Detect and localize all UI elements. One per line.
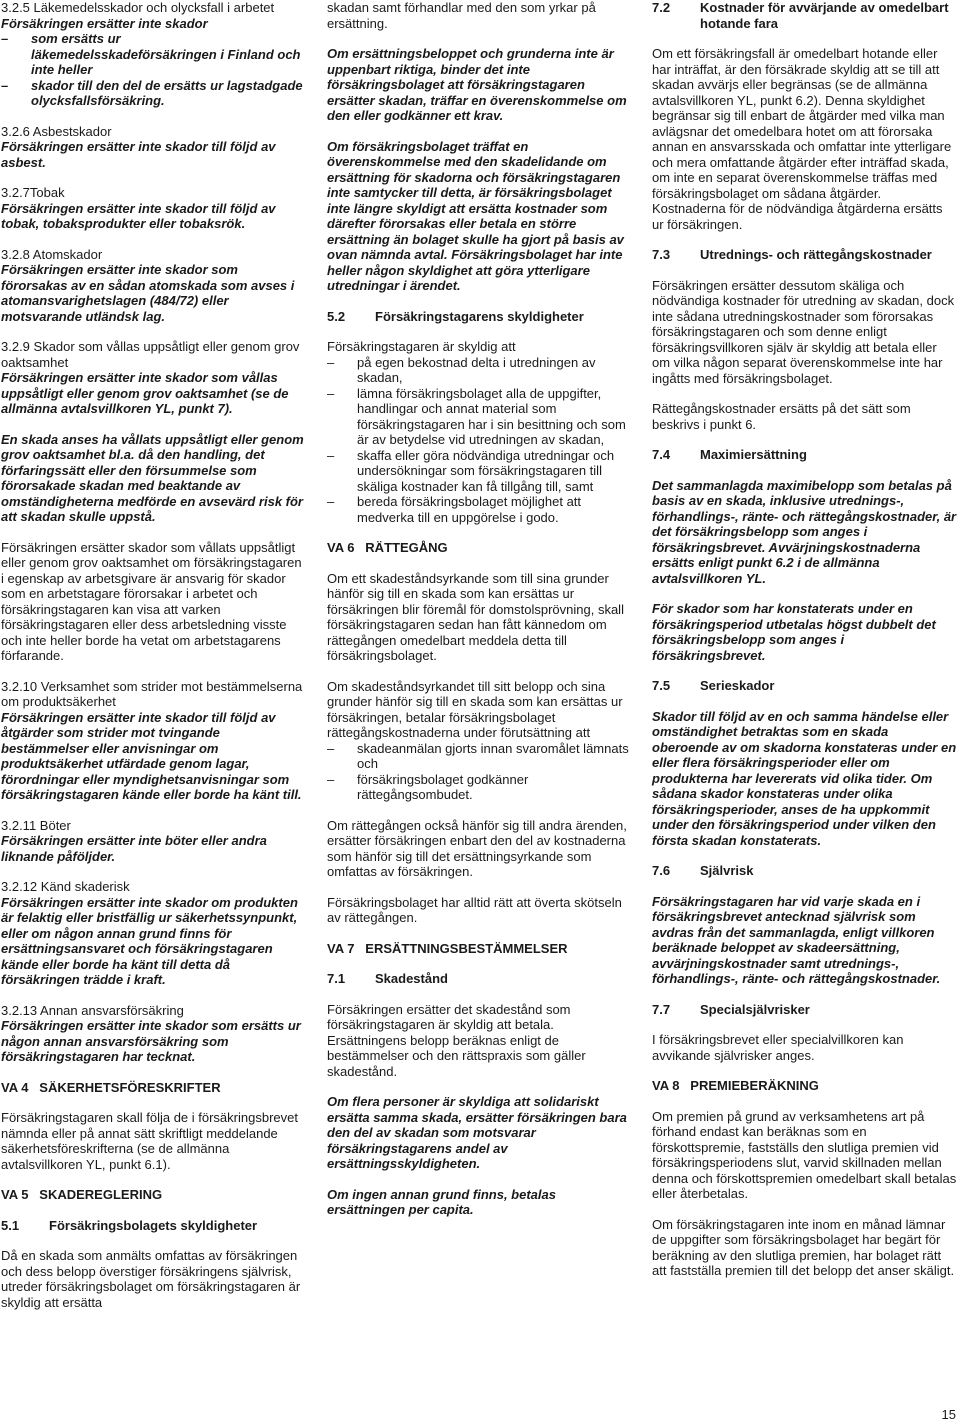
section-text: Om ett försäkringsfall är omedelbart hotande eller har inträffat, är den försäkrade skyldig att se till att skadan avvärjs eller begränsas (se de allmänna avtalsvillkoren YL, punkt 6.2). Denna skyldighet begränsar sig till enbart de åtgärder med vilka man avlägsnar det omedelbara hotet om att förorsaka annan en ansvarsskada och omfattar inte ytterligare och mera omfattande åtgärder efter inträffad skada, om inte en separat överenskommelse träffas med försäkringsbolaget om sådana åtgärder. Kostnaderna för de nödvändiga åtgärderna ersätts ur försäkringen. [652,46,952,232]
list-item: – lämna försäkringsbolaget alla de uppgifter, handlingar och annat material som försäkringstagaren har i sin besittning och som är av betydelse vid utredningen av skadan, [327,385,626,447]
heading-7-5: 7.5 Serieskador [652,678,775,693]
section-text: Skador till följd av en och samma händelse eller omständighet betraktas som en skada oberoende av om skadorna konstateras under en eller flera försäkringsperioder eller om produkterna har levererats vid olika tider. Om sådana skador konstateras under olika försäkringsperioder, anses de ha uppkommit under den försäkringsperiod under vilken den första skadan konstaterats. [652,708,957,848]
section-text: Om flera personer är skyldiga att solidariskt ersätta samma skada, ersätter försäkringen bara den del av skadan som motsvarar försäkringstagarens andel av ersättningsskyldigheten. [327,1094,627,1171]
section-7-1 [327,1002,632,1080]
section-7-3-1 [652,278,957,387]
section-va8-2 [652,1217,957,1279]
list-item: – skaffa eller göra nödvändiga utredningar och undersökningar som försäkringstagaren till skäliga kostnader kan få tillgång till, samt [327,447,615,494]
section-text: Försäkringsbolaget har alltid rätt att överta skötseln av rättegången. [327,894,622,925]
section-text: Rättegångskostnader ersätts på det sätt som beskrivs i punkt 6. [652,401,911,432]
heading-va8: VA 8 PREMIEBERÄKNING [652,1078,819,1093]
heading-7-3: 7.3 Utrednings- och rättegångskostnader [652,247,932,262]
section-text: Försäkringen ersätter inte skador som ersätts ur någon annan ansvarsförsäkring som försäkringstagaren har tecknat. [1,1018,301,1064]
section-3-2-9-text2 [1,432,307,525]
section-text: Försäkringen ersätter inte skador till följd av asbest. [1,139,276,170]
section-title: 3.2.7Tobak [1,185,65,200]
heading-7-7: 7.7 Specialsjälvrisker [652,1001,810,1017]
section-3-2-5 [1,0,307,109]
section-va6-3 [327,818,632,880]
heading-va6: VA 6 RÄTTEGÅNG [327,540,448,555]
section-title: 3.2.6 Asbestskador [1,123,112,139]
section-3-2-9 [1,339,307,417]
section-title: 3.2.11 Böter [1,817,71,833]
heading-7-6: 7.6 Självrisk [652,863,754,878]
list-item: – bereda försäkringsbolaget möjlighet att medverka till en uppgörelse i godo. [327,494,582,525]
section-7-3-2 [652,401,957,432]
section-5-1-cont [327,0,632,31]
section-text: En skada anses ha vållats uppsåtligt eller genom grov oaktsamhet bl.a. då den handling, det förfaringssätt eller den försummelse som förorsakade skadan med beaktande av omständigheterna medförde en avsevärd risk för att skadan skulle uppstå. [1,431,304,524]
section-va6-1 [327,571,632,664]
section-text: Försäkringstagaren skall följa de i försäkringsbrevet nämnda eller på annat sätt skriftligt meddelande säkerhetsföreskrifterna (se de allmänna avtalsvillkoren YL, punkt 6.1). [1,1110,298,1172]
section-title: 3.2.8 Atomskador [1,246,103,262]
heading-5-2: 5.2 Försäkringstagarens skyldigheter [327,308,584,324]
heading-va7: VA 7 ERSÄTTNINGSBESTÄMMELSER [327,940,568,956]
section-va6-4 [327,895,632,926]
section-7-7 [652,1032,957,1063]
heading-5-1: 5.1 Försäkringsbolagets skyldigheter [1,1217,258,1233]
section-text: Försäkringen ersätter inte skador till följd av åtgärder som strider mot tvingande bestämmelser eller anvisningar om produktsäkerhet utfärdade genom lagar, förordningar eller myndighetsanvisningar som försäkringstagaren kände eller borde ha känt till. [1,709,302,802]
section-title: 3.2.13 Annan ansvarsförsäkring [1,1002,184,1018]
column-right [652,0,957,1294]
section-7-4-2 [652,601,957,663]
section-text: Försäkringen ersätter inte skador om produkten är felaktig eller bristfällig ur säkerhetssynpunkt, eller om någon annan grund finns för ersättningsansvaret och försäkringstagaren kände eller borde ha känt till detta då försäkringen trädde i kraft. [1,894,298,987]
list-item: – försäkringsbolaget godkänner rättegångsombudet. [327,771,529,802]
section-3-2-6 [1,124,307,171]
heading-va4: VA 4 SÄKERHETSFÖRESKRIFTER [1,1079,221,1095]
section-text: Försäkringen ersätter skador som vållats uppsåtligt eller genom grov oaktsamhet om försäkringstagaren i egenskap av arbetsgivare är ansvarig för skador som en arbetstagare förorsakar i arbetet och försäkringstagaren kan visa att varken försäkringstagaren eller dess arbetsledning visste och inte heller borde ha vetat om arbetstagarens förfarande. [1,539,302,663]
heading-va5: VA 5 SKADEREGLERING [1,1187,163,1202]
section-3-2-11 [1,818,307,865]
section-text: Om försäkringsbolaget träffat en överenskommelse med den skadelidande om ersättning för skadorna och försäkringstagaren inte samtycker till detta, är försäkringsbolaget inte längre skyldigt att ersätta kostnader som därefter förorsakas eller betala en större ersättning än bolaget skulle ha gjort på basis av ovan nämnda avtal. Försäkringsbolaget har inte heller någon skyldighet att göra ytterligare utredningar i ärendet. [327,138,624,293]
section-text: Om ett skadeståndsyrkande som till sina grunder hänför sig till en skada som kan ersättas ur försäkringen blir föremål för domstolsprövning, skall försäkringstagaren sedan han fått kännedom om rättegången omedelbart meddela detta till försäkringsbolaget. [327,570,624,663]
page-number: 15 [941,1406,956,1422]
list-item: – på egen bekostnad delta i utredningen av skadan, [327,354,596,385]
section-va4 [1,1110,307,1172]
section-lead: Försäkringstagaren är skyldig att [327,339,516,354]
list-item: – skador till den del de ersätts ur lagstadgade olycksfallsförsäkring. [1,77,303,108]
section-title: 3.2.12 Känd skaderisk [1,879,130,894]
section-5-1 [1,1248,307,1310]
section-3-2-12 [1,879,307,988]
section-7-5 [652,709,957,849]
column-left [1,0,307,1325]
section-title: 3.2.5 Läkemedelsskador och olycksfall i arbetet [1,0,275,15]
section-text: Försäkringen ersätter det skadestånd som försäkringstagaren är skyldig att betala. Ersättningens belopp beräknas enligt de bestämmelser och den rättspraxis som gäller skadestånd. [327,1001,586,1079]
section-3-2-9-text3 [1,540,307,664]
section-text: Försäkringstagaren har vid varje skada en i försäkringsbrevet antecknad självrisk som avdras från det sammanlagda, enligt villkoren beräknade beloppet av skadeersättning, avvärjningskostnader samt utrednings-, förhandlings-, ränte- och rättegångskostnader. [652,893,941,986]
section-7-4-1 [652,478,957,587]
section-title: 3.2.9 Skador som vållas uppsåtligt eller genom grov oaktsamhet [1,339,300,370]
section-text: För skador som har konstaterats under en försäkringsperiod utbetalas högst dubbelt det försäkringsbelopp som anges i försäkringsbrevet. [652,601,936,663]
heading-7-4: 7.4 Maximiersättning [652,447,807,462]
section-text: Då en skada som anmälts omfattas av försäkringen och dess belopp överstiger försäkringens självrisk, utreder försäkringsbolaget om försäkringstagaren är skyldig att ersätta [1,1248,301,1310]
column-middle [327,0,632,1233]
section-3-2-10 [1,679,307,803]
section-text: Om premien på grund av verksamhetens art på förhand endast kan beräknas som en förskottspremie, fastställs den slutliga premien vid försäkringsperiodens slut, varvid skillnaden mellan denna och förskottspremien omedelbart skall betalas eller återbetalas. [652,1108,957,1201]
section-title: 3.2.10 Verksamhet som strider mot bestämmelserna om produktsäkerhet [1,678,303,709]
section-text: Det sammanlagda maximibelopp som betalas på basis av en skada, inklusive utrednings-, förhandlings-, ränte- och rättegångskostnader, är det försäkringsbelopp som anges i försäkringsbrevet. Avvärjningskostnaderna ersätts enligt punkt 6.2 i de allmänna avtalsvillkoren YL. [652,477,957,586]
section-3-2-7 [1,185,307,232]
section-text: skadan samt förhandlar med den som yrkar på ersättning. [327,0,596,31]
section-7-1-bi2 [327,1187,632,1218]
section-text: Om försäkringstagaren inte inom en månad lämnar de uppgifter som försäkringsbolaget har begärt för beräkning av den slutliga premien, har bolaget rätt att fastställa premien till det belopp det anser skäligt. [652,1216,955,1278]
section-text: Försäkringen ersätter dessutom skäliga och nödvändiga kostnader för utredning av skadan, dock inte sådana utredningskostnader som förorsakas försäkringstagaren och som denne enligt försäkringsvillkoren själv är skyldig att betala eller om vilka någon separat överenskommelse inte har ingåtts med försäkringsbolaget. [652,277,955,386]
section-va6-2 [327,679,632,803]
list-item: – skadeanmälan gjorts innan svaromålet lämnats och [327,740,629,771]
section-va8-1 [652,1109,957,1202]
list-item: – som ersätts ur läkemedelsskadeförsäkringen i Finland och inte heller [1,31,301,77]
heading-7-2: 7.2 Kostnader för avvärjande av omedelbart hotande fara [652,0,949,31]
section-text: Försäkringen ersätter inte skador till följd av tobak, tobaksprodukter eller tobaksrök. [1,200,276,231]
section-7-1-bi1 [327,1094,632,1172]
section-5-1-bi2 [327,139,632,294]
section-text: Om rättegången också hänför sig till andra ärenden, ersätter försäkringen enbart den del av kostnaderna som hänför sig till det ersättningsyrkande som omfattas av försäkringen. [327,817,627,879]
section-3-2-8 [1,247,307,325]
section-5-1-bi1 [327,46,632,124]
section-text: Om skadeståndsyrkandet till sitt belopp och sina grunder hänför sig till en skada som kan ersättas ur försäkringen, betalar försäkringsbolaget rättegångskostnaderna under förutsättning att [327,678,623,740]
section-text: Försäkringen ersätter inte böter eller andra liknande påföljder. [1,833,267,864]
section-lead: Försäkringen ersätter inte skador [1,15,208,31]
section-text: Om ersättningsbeloppet och grunderna inte är uppenbart riktiga, binder det inte försäkringsbolaget att försäkringstagaren ersätter skadan, träffar en överenskommelse om den eller godkänner ett krav. [327,46,627,123]
section-5-2 [327,339,632,525]
heading-7-1: 7.1 Skadestånd [327,971,448,986]
section-text: Om ingen annan grund finns, betalas ersättningen per capita. [327,1186,556,1217]
section-text: Försäkringen ersätter inte skador som förorsakas av en sådan atomskada som avses i atomansvarighetslagen (484/72) eller motsvarande utländsk lag. [1,262,295,324]
section-3-2-13 [1,1003,307,1065]
section-text: Försäkringen ersätter inte skador som vållas uppsåtligt eller genom grov oaktsamhet (se de allmänna avtalsvillkoren YL, punkt 7). [1,370,289,416]
section-7-2 [652,46,957,232]
section-7-6 [652,894,957,987]
section-text: I försäkringsbrevet eller specialvillkoren kan avvikande självrisker anges. [652,1032,904,1063]
